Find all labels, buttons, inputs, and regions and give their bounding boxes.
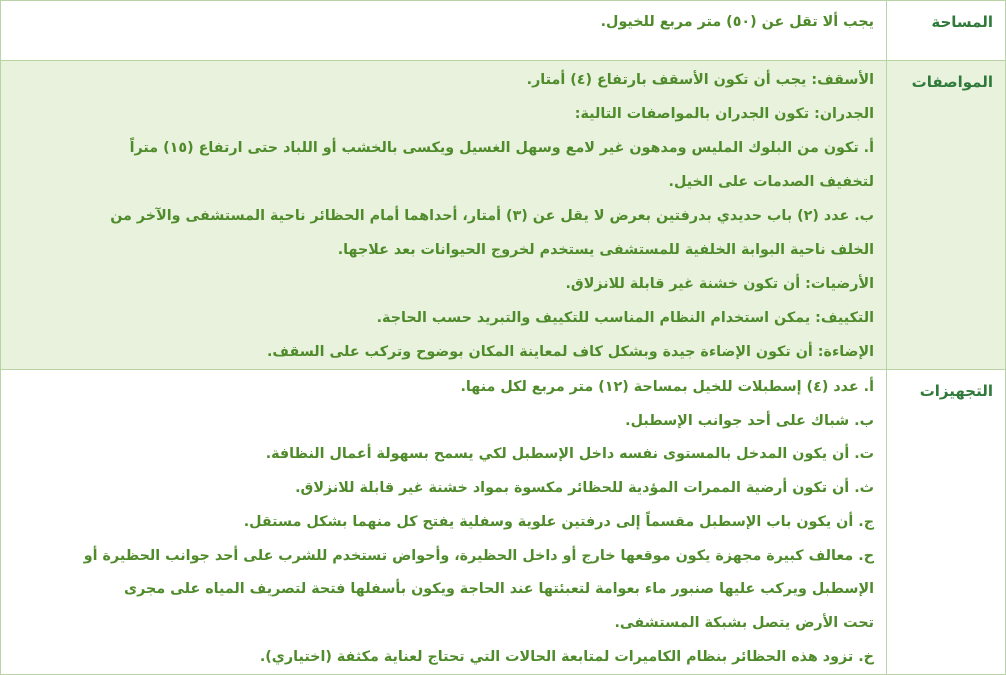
table-row-specs	[1, 61, 1006, 370]
row-label-equipment: التجهيزات	[919, 382, 993, 400]
specs-line-walls-b-2: الخلف ناحية البوابة الخلفية للمستشفى يستخدم لخروج الحيوانات بعد علاجها.	[337, 242, 874, 258]
equipment-line-th: ث. أن تكون أرضية الممرات المؤدية للحظائر مكسوة بمواد خشنة غير قابلة للانزلاق.	[295, 480, 874, 497]
label-cell-area	[887, 1, 1006, 61]
area-line: يجب ألا تقل عن (٥٠) متر مربع للخيول.	[600, 14, 874, 30]
row-label-area: المساحة	[931, 13, 993, 31]
specs-line-walls-b-1: ب. عدد (٢) باب حديدي بدرفتين بعرض لا يقل عن (٣) أمتار، أحداهما أمام الحظائر ناحية المستشفى والآخر من	[110, 208, 874, 224]
equipment-line-h-2: الإسطبل ويركب عليها صنبور ماء بعوامة لتعبئتها عند الحاجة ويكون بأسفلها فتحة لتصريف المياه على مجرى	[124, 581, 874, 598]
content-cell-equipment	[1, 370, 887, 675]
table-row-area	[1, 1, 1006, 61]
specs-line-ceiling: الأسقف: يجب أن تكون الأسقف بارتفاع (٤) أمتار.	[526, 72, 874, 88]
equipment-line-kh: خ. تزود هذه الحظائر بنظام الكاميرات لمتابعة الحالات التي تحتاج لعناية مكثفة (اختياري).	[259, 648, 874, 665]
specs-line-walls-a-1: أ. تكون من البلوك المليس ومدهون غير لامع وسهل الغسيل ويكسى بالخشب أو اللباد حتى ارتفاع (١٥) متراً	[129, 140, 874, 156]
equipment-line-t: ت. أن يكون المدخل بالمستوى نفسه داخل الإسطبل لكي يسمح بسهولة أعمال النظافة.	[265, 446, 874, 463]
row-label-specs: المواصفات	[911, 73, 993, 91]
specs-line-lighting: الإضاءة: أن تكون الإضاءة جيدة وبشكل كاف لمعاينة المكان بوضوح وتركب على السقف.	[266, 344, 874, 360]
content-cell-specs	[1, 61, 887, 370]
equipment-line-a: أ. عدد (٤) إسطبلات للخيل بمساحة (١٢) متر مربع لكل منها.	[460, 379, 874, 395]
specs-line-walls: الجدران: تكون الجدران بالمواصفات التالية:	[574, 106, 874, 122]
equipment-line-j: ج. أن يكون باب الإسطبل مقسماً إلى درفتين علوية وسفلية يفتح كل منهما بشكل مستقل.	[243, 513, 874, 530]
label-cell-equipment	[887, 370, 1006, 675]
equipment-line-b: ب. شباك على أحد جوانب الإسطبل.	[625, 412, 874, 429]
specs-line-floors: الأرضيات: أن تكون خشنة غير قابلة للانزلاق.	[565, 276, 874, 292]
equipment-line-h-1: ح. معالف كبيرة مجهزة يكون موقعها خارج أو داخل الحظيرة، وأحواض تستخدم للشرب على أحد جوانب الحظيرة أو	[83, 547, 874, 564]
specs-line-walls-a-2: لتخفيف الصدمات على الخيل.	[668, 174, 874, 190]
label-cell-specs	[887, 61, 1006, 370]
specs-line-ac: التكييف: يمكن استخدام النظام المناسب للتكييف والتبريد حسب الحاجة.	[376, 310, 874, 326]
content-cell-area	[1, 1, 887, 61]
equipment-line-h-3: تحت الأرض يتصل بشبكة المستشفى.	[614, 614, 874, 631]
table-row-equipment	[1, 370, 1006, 675]
